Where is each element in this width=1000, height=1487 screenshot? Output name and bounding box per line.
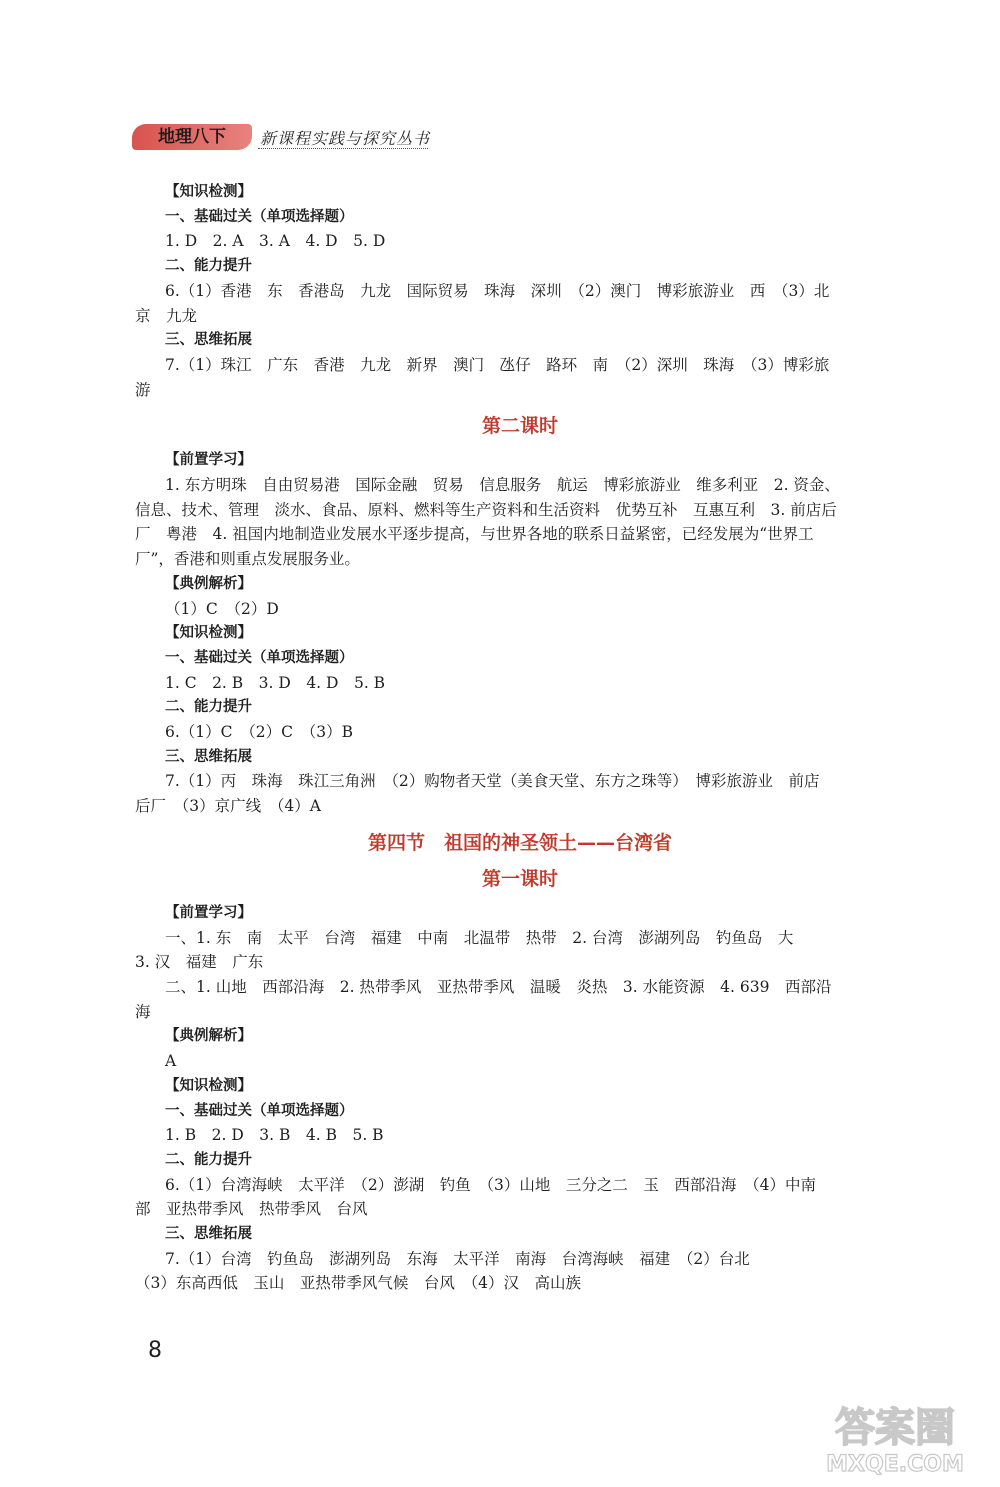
answer-line: 1. B 2. D 3. B 4. B 5. B [165, 1126, 384, 1145]
answer-line-continued: 厂 粤港 4. 祖国内地制造业发展水平逐步提高，与世界各地的联系日益紧密，已经发展为“世界工 [135, 525, 814, 544]
answer-content [135, 180, 905, 1296]
section-label: 一、基础过关（单项选择题） [165, 1102, 354, 1119]
answer-line-continued: 部 亚热带季风 热带季风 台风 [135, 1200, 368, 1219]
section-heading: 第一课时 [481, 867, 558, 890]
answer-line-continued: 厂”，香港和则重点发展服务业。 [135, 550, 360, 569]
series-title: 新课程实践与探究丛书 [260, 129, 431, 148]
section-label: 一、基础过关（单项选择题） [165, 649, 354, 666]
answer-line-continued: 3. 汉 福建 广东 [135, 953, 264, 972]
section-label: 【知识检测】 [165, 184, 252, 200]
section-label: 二、能力提升 [165, 258, 252, 275]
section-label: 【典例解析】 [165, 1028, 252, 1045]
section-heading: 第二课时 [481, 415, 558, 438]
answer-line-continued: 后厂 （3）京广线 （4）A [135, 797, 321, 816]
watermark-text-top: 答案圈 [835, 1405, 955, 1451]
answer-line-continued: 京 九龙 [135, 306, 198, 325]
section-label: 【知识检测】 [165, 625, 252, 642]
answer-line: （1）C （2）D [165, 599, 279, 618]
answer-line: 一、1. 东 南 太平 台湾 福建 中南 北温带 热带 2. 台湾 澎湖列岛 钓鱼岛 大 [165, 928, 794, 947]
header-underline [258, 148, 428, 149]
watermark-logo [800, 1395, 990, 1477]
section-label: 【前置学习】 [165, 904, 252, 921]
answer-line: 二、1. 山地 西部沿海 2. 热带季风 亚热带季风 温暖 炎热 3. 水能资源 4. 639 西部沿 [165, 977, 832, 996]
section-label: 【知识检测】 [165, 1077, 252, 1094]
section-label: 【典例解析】 [165, 575, 252, 592]
section-heading: 第四节 祖国的神圣领土——台湾省 [367, 831, 672, 854]
section-label: 三、思维拓展 [165, 748, 252, 765]
answer-line-continued: （3）东高西低 玉山 亚热带季风气候 台风 （4）汉 高山族 [135, 1274, 581, 1293]
answer-line: 1. C 2. B 3. D 4. D 5. B [165, 673, 386, 692]
page-header [132, 120, 432, 154]
answer-line: 1. D 2. A 3. A 4. D 5. D [165, 232, 386, 251]
answer-line: 7.（1）丙 珠海 珠江三角洲 （2）购物者天堂（美食天堂、东方之珠等） 博彩旅游业 前店 [165, 772, 820, 791]
section-label: 一、基础过关（单项选择题） [165, 208, 354, 225]
watermark-text-bottom: MXQE.COM [826, 1452, 964, 1477]
section-label: 二、能力提升 [165, 1151, 252, 1168]
section-label: 三、思维拓展 [165, 332, 252, 349]
answer-line: 7.（1）珠江 广东 香港 九龙 新界 澳门 氹仔 路环 南 （2）深圳 珠海 （3）博彩旅 [165, 355, 830, 374]
section-label: 三、思维拓展 [165, 1226, 252, 1243]
section-label: 二、能力提升 [165, 699, 252, 716]
answer-line: 1. 东方明珠 自由贸易港 国际金融 贸易 信息服务 航运 博彩旅游业 维多利亚 2. 资金、 [165, 476, 840, 495]
answer-line-continued: 游 [135, 380, 151, 399]
answer-line: A [165, 1052, 177, 1071]
answer-line: 6.（1）香港 东 香港岛 九龙 国际贸易 珠海 深圳 （2）澳门 博彩旅游业 西 （3）北 [165, 281, 830, 300]
answer-line-continued: 信息、技术、管理 淡水、食品、原料、燃料等生产资料和生活资料 优势互补 互惠互利 3. 前店后 [135, 500, 837, 519]
answer-line: 7.（1）台湾 钓鱼岛 澎湖列岛 东海 太平洋 南海 台湾海峡 福建 （2）台北 [165, 1249, 750, 1268]
answer-line-continued: 海 [135, 1002, 151, 1021]
page-number: 8 [148, 1338, 162, 1363]
section-label: 【前置学习】 [165, 452, 252, 469]
answer-line: 6.（1）台湾海峡 太平洋 （2）澎湖 钓鱼 （3）山地 三分之二 玉 西部沿海 （4）中南 [165, 1175, 816, 1194]
answer-line: 6.（1）C （2）C （3）B [165, 723, 353, 742]
subject-badge: 地理八下 [132, 124, 252, 150]
